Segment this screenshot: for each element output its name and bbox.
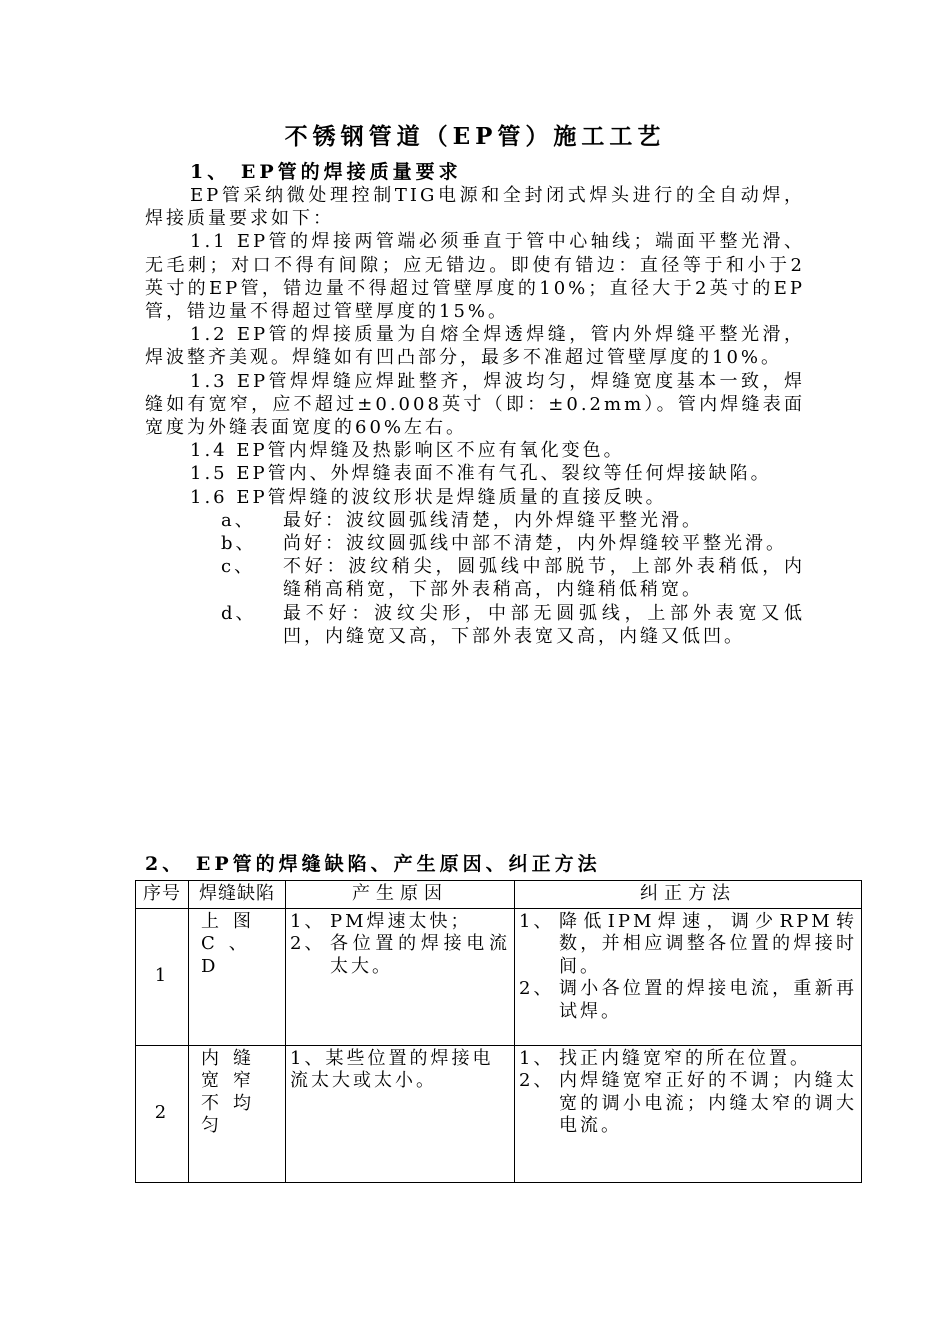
cause-item [290,911,510,934]
table-row [136,1045,862,1182]
document-title: 不锈钢管道（EP管）施工工艺 [284,123,666,150]
grade-item [221,602,805,648]
grade-text: 最不好：波纹尖形，中部无圆弧线，上部外表宽又低凹，内缝宽又高，下部外表宽又高，内缝又低凹。 [283,602,805,647]
grade-label: c、 [221,556,256,578]
table-row [136,908,862,1045]
grade-item [221,509,805,532]
row-number: 1 [136,908,189,1045]
row-fixes [515,908,862,1045]
cause-text: 1、某些位置的焊接电流太大或太小。 [290,1047,494,1091]
intro-paragraph: EP管采纳微处理控制TIG电源和全封闭式焊头进行的全自动焊，焊接质量要求如下： [145,185,805,230]
header-number: 序号 [136,881,189,909]
grade-item [221,555,805,601]
fix-number: 1、 [519,910,555,932]
grade-label: b、 [221,533,257,555]
header-defect: 焊缝缺陷 [189,881,286,909]
paragraph-1-1: 1.1 EP管的焊接两管端必须垂直于管中心轴线；端面平整光滑、无毛刺；对口不得有间隙；应无错边。即使有错边：直径等于和小于2英寸的EP管，错边量不得超过管壁厚度的10%；直径大于2英寸的EP管，错边量不得超过管壁厚度的15%。 [145,231,805,323]
section-1-heading: 1、 EP管的焊接质量要求 [190,161,462,183]
fix-text: 降低IPM焊速，调少RPM转数，并相应调整各位置的焊接时间。 [559,910,857,977]
grade-text: 最好：波纹圆弧线清楚，内外焊缝平整光滑。 [283,509,703,531]
fix-item [519,1070,857,1138]
cause-number: 1、 [290,910,326,932]
cause-number: 2、 [290,933,326,954]
paragraph-1-3: 1.3 EP管焊焊缝应焊趾整齐，焊波均匀，焊缝宽度基本一致，焊缝如有宽窄，应不超过±0.008英寸（即：±0.2mm）。管内焊缝表面宽度为外缝表面宽度的60%左右。 [145,370,805,439]
fix-number: 1、 [519,1047,555,1069]
row-causes [286,1045,515,1182]
grade-label: d、 [221,602,257,624]
fix-text: 调小各位置的焊接电流，重新再试焊。 [559,978,857,1022]
fix-number: 2、 [519,978,555,999]
paragraph-1-6: 1.6 EP管焊缝的波纹形状是焊缝质量的直接反映。 [190,486,667,508]
fix-item [519,978,857,1023]
row-fixes [515,1045,862,1182]
fix-text: 找正内缝宽窄的所在位置。 [559,1047,811,1069]
table-header-row [136,881,862,909]
section-2-heading: 2、 EP管的焊缝缺陷、产生原因、纠正方法 [145,853,601,875]
grade-text: 尚好：波纹圆弧线中部不清楚，内外焊缝较平整光滑。 [283,533,787,555]
paragraph-1-2: 1.2 EP管的焊接质量为自熔全焊透焊缝，管内外焊缝平整光滑，焊波整齐美观。焊缝如有凹凸部分，最多不准超过管壁厚度的10%。 [145,324,805,369]
header-cause: 产生原因 [286,881,515,909]
row-defect: 内缝宽窄不均匀 [189,1045,286,1182]
grade-text: 不好：波纹稍尖，圆弧线中部脱节，上部外表稍低，内缝稍高稍宽，下部外表稍高，内缝稍低稍宽。 [283,556,805,601]
row-causes [286,908,515,1045]
fix-text: 内焊缝宽窄正好的不调；内缝太宽的调小电流；内缝太窄的调大电流。 [559,1070,857,1136]
defects-table [135,880,862,1183]
row-number: 2 [136,1045,189,1182]
header-fix: 纠正方法 [515,881,862,909]
grade-item [221,532,805,555]
paragraph-1-5: 1.5 EP管内、外焊缝表面不准有气孔、裂纹等任何焊接缺陷。 [190,463,772,485]
grade-label: a、 [221,509,256,531]
fix-item [519,911,857,979]
row-defect: 上图C、D [189,908,286,1045]
cause-text: PM焊速太快； [330,910,472,932]
fix-item [519,1048,857,1071]
fix-number: 2、 [519,1070,555,1091]
cause-text: 各位置的焊接电流太大。 [330,933,510,977]
cause-item [290,933,510,978]
section-1-body [145,184,805,648]
paragraph-1-4: 1.4 EP管内焊缝及热影响区不应有氧化变色。 [190,440,625,462]
